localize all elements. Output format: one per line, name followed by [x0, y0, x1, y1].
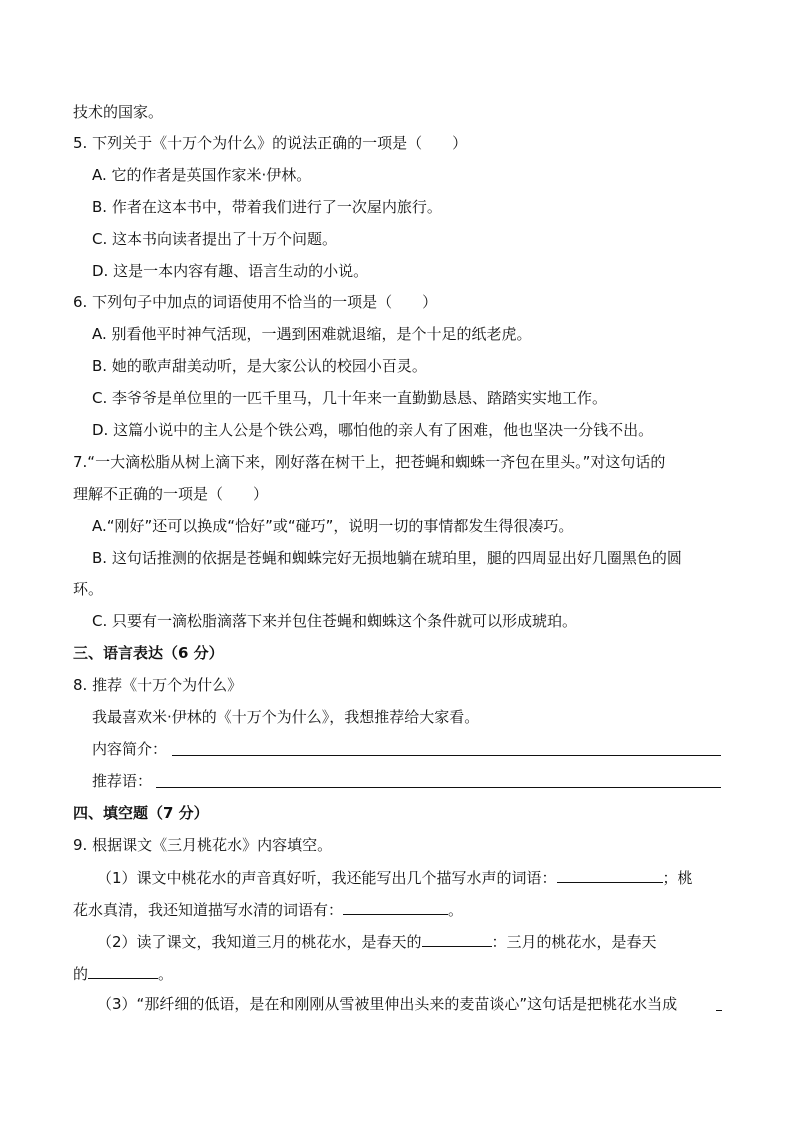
section-heading-3: 三、语言表达（6 分） [73, 644, 224, 662]
question-9-1-cont [73, 898, 463, 918]
question-9-2-cont-end: 。 [158, 965, 174, 983]
section-heading-4: 四、填空题（7 分） [73, 804, 209, 822]
blank-question-9-3[interactable] [716, 1010, 722, 1011]
option-6c: C. 李爷爷是单位里的一匹千里马，几十年来一直勤勤恳恳、踏踏实实地工作。 [92, 389, 608, 407]
blank-spring-2[interactable] [88, 962, 158, 979]
option-7c: C. 只要有一滴松脂滴落下来并包住苍蝇和蜘蛛这个条件就可以形成琥珀。 [92, 612, 578, 630]
question-7-cont: 理解不正确的一项是（ ） [73, 485, 269, 503]
question-9-1-text: （1）课文中桃花水的声音真好听，我还能写出几个描写水声的词语： [97, 869, 557, 887]
question-5: 5. 下列关于《十万个为什么》的说法正确的一项是（ ） [73, 134, 468, 152]
content-intro-label: 内容简介： [92, 740, 168, 758]
option-5a: A. 它的作者是英国作家米·伊林。 [92, 166, 312, 184]
question-9-1-cont-text: 花水真清，我还知道描写水清的词语有： [73, 901, 344, 919]
content-intro-answer-line[interactable] [172, 755, 721, 756]
option-7b-cont: 环。 [73, 580, 104, 598]
blank-spring-1[interactable] [422, 930, 492, 947]
question-9-2-cont-text: 的 [73, 965, 89, 983]
option-5d: D. 这是一本内容有趣、语言生动的小说。 [92, 262, 369, 280]
recommend-answer-line[interactable] [156, 787, 721, 788]
option-6a: A. 别看他平时神气活现，一遇到困难就退缩，是个十足的纸老虎。 [92, 325, 532, 343]
recommend-label: 推荐语： [92, 772, 153, 790]
question-9-1-tail: ；桃 [662, 869, 693, 887]
question-9: 9. 根据课文《三月桃花水》内容填空。 [73, 836, 333, 854]
option-6d: D. 这篇小说中的主人公是个铁公鸡，哪怕他的亲人有了困难，他也坚决一分钱不出。 [92, 421, 654, 439]
question-6: 6. 下列句子中加点的词语使用不恰当的一项是（ ） [73, 293, 438, 311]
question-9-2-tail: ：三月的桃花水，是春天 [491, 933, 657, 951]
question-9-3: （3）“那纤细的低语，是在和刚刚从雪被里伸出头来的麦苗谈心”这句话是把桃花水当成 [97, 995, 678, 1013]
blank-water-clear[interactable] [343, 898, 448, 915]
question-9-2-text: （2）读了课文，我知道三月的桃花水，是春天的 [97, 933, 422, 951]
option-7a: A.“刚好”还可以换成“恰好”或“碰巧”，说明一切的事情都发生得很凑巧。 [92, 517, 574, 535]
blank-water-sound[interactable] [557, 866, 663, 883]
question-8-prompt: 我最喜欢米·伊林的《十万个为什么》，我想推荐给大家看。 [92, 708, 480, 726]
question-9-2 [97, 930, 657, 950]
question-8: 8. 推荐《十万个为什么》 [73, 676, 243, 694]
question-9-2-cont [73, 962, 173, 982]
option-7b: B. 这句话推测的依据是苍蝇和蜘蛛完好无损地躺在琥珀里，腿的四周显出好几圈黑色的圆 [92, 549, 682, 567]
option-5c: C. 这本书向读者提出了十万个问题。 [92, 230, 338, 248]
question-9-1-cont-end: 。 [448, 901, 464, 919]
option-6b: B. 她的歌声甜美动听，是大家公认的校园小百灵。 [92, 357, 427, 375]
option-5b: B. 作者在这本书中，带着我们进行了一次屋内旅行。 [92, 198, 442, 216]
text-line: 技术的国家。 [73, 103, 164, 121]
question-9-1 [97, 866, 693, 886]
question-7: 7.“一大滴松脂从树上滴下来，刚好落在树干上，把苍蝇和蜘蛛一齐包在里头。”对这句话的 [73, 453, 666, 471]
